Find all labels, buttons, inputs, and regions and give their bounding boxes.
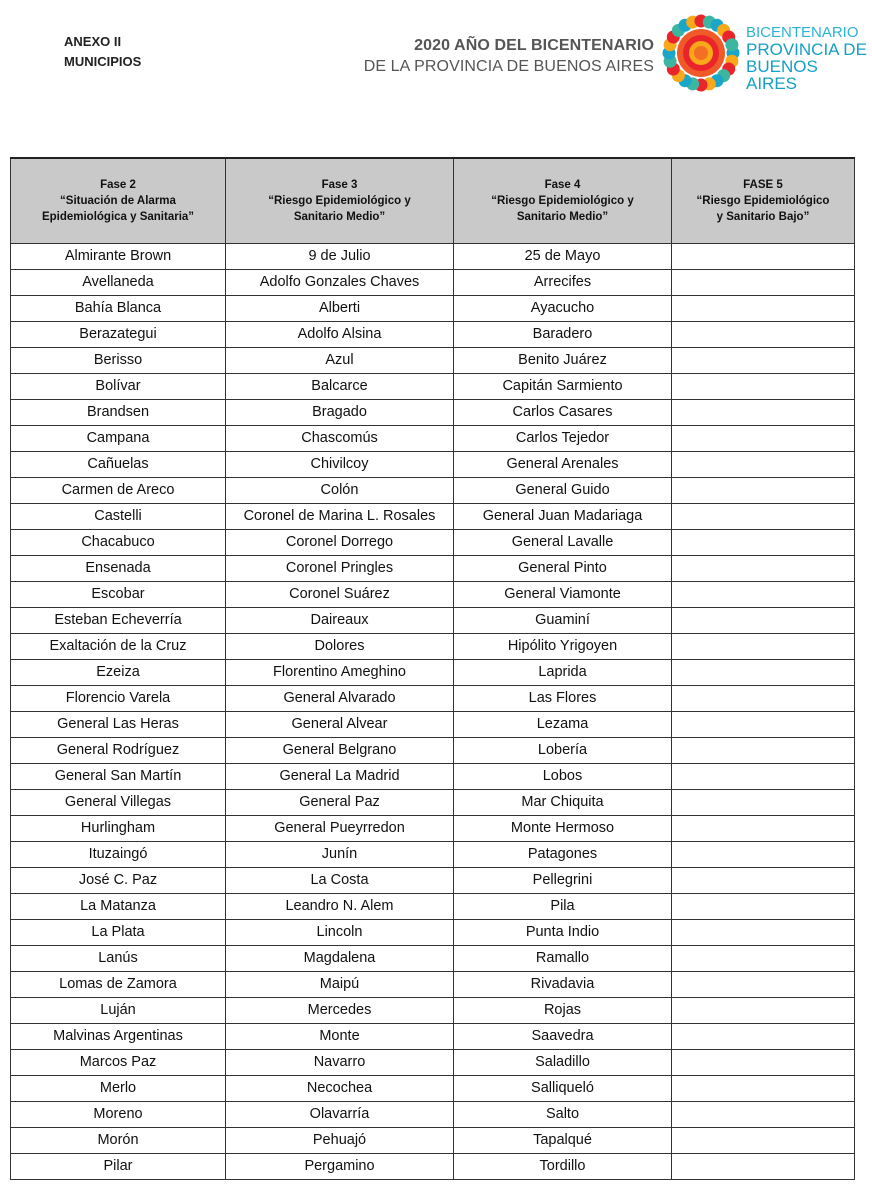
municipio-cell: Salto bbox=[454, 1102, 672, 1128]
municipio-cell: Carlos Casares bbox=[454, 400, 672, 426]
municipio-cell bbox=[672, 972, 855, 998]
table-row bbox=[11, 738, 855, 764]
municipio-cell bbox=[672, 1076, 855, 1102]
municipio-cell bbox=[672, 868, 855, 894]
municipio-cell: General La Madrid bbox=[226, 764, 454, 790]
municipio-cell: General Alvear bbox=[226, 712, 454, 738]
municipio-cell bbox=[672, 842, 855, 868]
municipio-cell: Tordillo bbox=[454, 1154, 672, 1180]
municipio-cell: Lezama bbox=[454, 712, 672, 738]
table-body bbox=[11, 244, 855, 1180]
column-header-line: FASE 5 bbox=[743, 179, 783, 191]
municipio-cell: 9 de Julio bbox=[226, 244, 454, 270]
brand-line-3: BUENOS AIRES bbox=[746, 57, 818, 93]
table-row bbox=[11, 426, 855, 452]
table-row bbox=[11, 1076, 855, 1102]
municipio-cell: Almirante Brown bbox=[11, 244, 226, 270]
municipio-cell: Saladillo bbox=[454, 1050, 672, 1076]
municipio-cell: Lincoln bbox=[226, 920, 454, 946]
municipio-cell: Ezeiza bbox=[11, 660, 226, 686]
municipio-cell bbox=[672, 1102, 855, 1128]
municipio-cell: General Belgrano bbox=[226, 738, 454, 764]
municipio-cell: Chivilcoy bbox=[226, 452, 454, 478]
municipio-cell bbox=[672, 660, 855, 686]
municipio-cell: Lomas de Zamora bbox=[11, 972, 226, 998]
brand-line-1: BICENTENARIO bbox=[746, 24, 859, 41]
municipio-cell: Chacabuco bbox=[11, 530, 226, 556]
bicentenario-sun-logo-icon bbox=[660, 12, 742, 94]
municipio-cell: General Pinto bbox=[454, 556, 672, 582]
municipio-cell: Coronel de Marina L. Rosales bbox=[226, 504, 454, 530]
table-row bbox=[11, 764, 855, 790]
municipio-cell: Pila bbox=[454, 894, 672, 920]
table-row bbox=[11, 634, 855, 660]
municipio-cell: Florentino Ameghino bbox=[226, 660, 454, 686]
banner-line-2: DE LA PROVINCIA DE BUENOS AIRES bbox=[363, 58, 654, 75]
municipio-cell bbox=[672, 608, 855, 634]
municipio-cell: Brandsen bbox=[11, 400, 226, 426]
table-row bbox=[11, 400, 855, 426]
column-header-line: Fase 4 bbox=[544, 179, 581, 191]
municipio-cell: Morón bbox=[11, 1128, 226, 1154]
municipio-cell: Bragado bbox=[226, 400, 454, 426]
table-row bbox=[11, 1154, 855, 1180]
municipio-cell bbox=[672, 400, 855, 426]
municipio-cell: Florencio Varela bbox=[11, 686, 226, 712]
municipio-cell: Berisso bbox=[11, 348, 226, 374]
municipio-cell bbox=[672, 764, 855, 790]
municipio-cell bbox=[672, 686, 855, 712]
municipio-cell bbox=[672, 478, 855, 504]
municipio-cell: Ayacucho bbox=[454, 296, 672, 322]
municipio-cell bbox=[672, 946, 855, 972]
municipio-cell bbox=[672, 374, 855, 400]
column-header-line: Sanitario Medio” bbox=[516, 211, 609, 223]
table-row bbox=[11, 868, 855, 894]
municipio-cell: Exaltación de la Cruz bbox=[11, 634, 226, 660]
municipio-cell: Hurlingham bbox=[11, 816, 226, 842]
municipio-cell bbox=[672, 296, 855, 322]
table-row bbox=[11, 452, 855, 478]
municipio-cell: Las Flores bbox=[454, 686, 672, 712]
municipio-cell: Guaminí bbox=[454, 608, 672, 634]
column-header-5 bbox=[672, 158, 855, 244]
municipio-cell: General Lavalle bbox=[454, 530, 672, 556]
table-header bbox=[11, 158, 855, 244]
municipio-cell: Luján bbox=[11, 998, 226, 1024]
municipio-cell bbox=[672, 920, 855, 946]
municipio-cell bbox=[672, 738, 855, 764]
municipio-cell bbox=[672, 1128, 855, 1154]
table-row bbox=[11, 790, 855, 816]
municipio-cell: Magdalena bbox=[226, 946, 454, 972]
brand-line-2: PROVINCIA DE bbox=[746, 40, 867, 59]
column-header-line: y Sanitario Bajo” bbox=[716, 211, 810, 223]
table-row bbox=[11, 816, 855, 842]
municipio-cell bbox=[672, 244, 855, 270]
municipio-cell: Maipú bbox=[226, 972, 454, 998]
table-row bbox=[11, 582, 855, 608]
municipio-cell: General Alvarado bbox=[226, 686, 454, 712]
municipio-cell bbox=[672, 582, 855, 608]
municipio-cell: Castelli bbox=[11, 504, 226, 530]
municipio-cell: Cañuelas bbox=[11, 452, 226, 478]
municipio-cell: Escobar bbox=[11, 582, 226, 608]
table-row bbox=[11, 946, 855, 972]
municipio-cell: Berazategui bbox=[11, 322, 226, 348]
table-row bbox=[11, 608, 855, 634]
municipio-cell: La Costa bbox=[226, 868, 454, 894]
municipio-cell: Pergamino bbox=[226, 1154, 454, 1180]
municipio-cell: Junín bbox=[226, 842, 454, 868]
municipio-cell: Laprida bbox=[454, 660, 672, 686]
municipio-cell: Salliqueló bbox=[454, 1076, 672, 1102]
municipio-cell: Ramallo bbox=[454, 946, 672, 972]
municipio-cell: Rojas bbox=[454, 998, 672, 1024]
municipio-cell bbox=[672, 894, 855, 920]
municipio-cell: Chascomús bbox=[226, 426, 454, 452]
table-row bbox=[11, 660, 855, 686]
municipio-cell: Coronel Pringles bbox=[226, 556, 454, 582]
municipio-cell: Malvinas Argentinas bbox=[11, 1024, 226, 1050]
table-row bbox=[11, 1128, 855, 1154]
municipio-cell bbox=[672, 998, 855, 1024]
municipios-table bbox=[10, 157, 855, 1180]
municipio-cell bbox=[672, 790, 855, 816]
municipio-cell: Moreno bbox=[11, 1102, 226, 1128]
municipio-cell: Mercedes bbox=[226, 998, 454, 1024]
table-row bbox=[11, 374, 855, 400]
municipio-cell: General Guido bbox=[454, 478, 672, 504]
municipio-cell: Capitán Sarmiento bbox=[454, 374, 672, 400]
municipio-cell: Benito Juárez bbox=[454, 348, 672, 374]
table-row bbox=[11, 920, 855, 946]
municipio-cell: General Juan Madariaga bbox=[454, 504, 672, 530]
municipio-cell: Baradero bbox=[454, 322, 672, 348]
municipio-cell: General Paz bbox=[226, 790, 454, 816]
municipio-cell: Lobos bbox=[454, 764, 672, 790]
municipio-cell: General Rodríguez bbox=[11, 738, 226, 764]
municipio-cell: General San Martín bbox=[11, 764, 226, 790]
municipio-cell: Patagones bbox=[454, 842, 672, 868]
column-header-4 bbox=[454, 158, 672, 244]
table-row bbox=[11, 894, 855, 920]
municipio-cell bbox=[672, 816, 855, 842]
municipio-cell bbox=[672, 530, 855, 556]
municipio-cell: Esteban Echeverría bbox=[11, 608, 226, 634]
municipio-cell: Monte Hermoso bbox=[454, 816, 672, 842]
annex-title: ANEXO II bbox=[64, 34, 122, 49]
table-row bbox=[11, 270, 855, 296]
municipio-cell bbox=[672, 556, 855, 582]
column-header-line: “Riesgo Epidemiológico y bbox=[491, 195, 634, 207]
municipio-cell: Monte bbox=[226, 1024, 454, 1050]
municipio-cell: Rivadavia bbox=[454, 972, 672, 998]
municipio-cell: Pellegrini bbox=[454, 868, 672, 894]
municipio-cell: Carlos Tejedor bbox=[454, 426, 672, 452]
municipio-cell: Necochea bbox=[226, 1076, 454, 1102]
municipio-cell: Colón bbox=[226, 478, 454, 504]
municipio-cell: Mar Chiquita bbox=[454, 790, 672, 816]
municipio-cell: Saavedra bbox=[454, 1024, 672, 1050]
table-row bbox=[11, 1024, 855, 1050]
municipio-cell: Navarro bbox=[226, 1050, 454, 1076]
municipio-cell: La Plata bbox=[11, 920, 226, 946]
municipio-cell bbox=[672, 1154, 855, 1180]
column-header-line: “Riesgo Epidemiológico y bbox=[268, 195, 411, 207]
annex-heading bbox=[64, 32, 141, 72]
municipio-cell bbox=[672, 1050, 855, 1076]
table-row bbox=[11, 972, 855, 998]
municipio-cell: General Pueyrredon bbox=[226, 816, 454, 842]
municipio-cell: Daireaux bbox=[226, 608, 454, 634]
municipio-cell: Carmen de Areco bbox=[11, 478, 226, 504]
municipio-cell: General Villegas bbox=[11, 790, 226, 816]
municipio-cell: Lanús bbox=[11, 946, 226, 972]
table-row bbox=[11, 556, 855, 582]
municipio-cell: Coronel Dorrego bbox=[226, 530, 454, 556]
municipio-cell: Olavarría bbox=[226, 1102, 454, 1128]
municipio-cell bbox=[672, 452, 855, 478]
municipio-cell: Balcarce bbox=[226, 374, 454, 400]
table-row bbox=[11, 478, 855, 504]
municipio-cell: Azul bbox=[226, 348, 454, 374]
table-row bbox=[11, 998, 855, 1024]
column-header-line: “Riesgo Epidemiológico bbox=[696, 195, 830, 207]
provincia-brand bbox=[746, 24, 872, 92]
table-row bbox=[11, 296, 855, 322]
municipio-cell bbox=[672, 348, 855, 374]
column-header-line: Fase 2 bbox=[100, 179, 136, 191]
table-row bbox=[11, 842, 855, 868]
municipio-cell bbox=[672, 270, 855, 296]
municipio-cell: Tapalqué bbox=[454, 1128, 672, 1154]
annex-subtitle: MUNICIPIOS bbox=[64, 54, 142, 69]
bicentenary-banner bbox=[364, 35, 654, 77]
table-row bbox=[11, 1102, 855, 1128]
municipio-cell bbox=[672, 634, 855, 660]
column-header-line: Fase 3 bbox=[321, 179, 358, 191]
table-row bbox=[11, 712, 855, 738]
municipio-cell bbox=[672, 426, 855, 452]
municipio-cell: Pehuajó bbox=[226, 1128, 454, 1154]
table-row bbox=[11, 322, 855, 348]
column-header-3 bbox=[226, 158, 454, 244]
table-row bbox=[11, 504, 855, 530]
table-row bbox=[11, 348, 855, 374]
municipio-cell: Ituzaingó bbox=[11, 842, 226, 868]
municipio-cell: Adolfo Gonzales Chaves bbox=[226, 270, 454, 296]
municipio-cell bbox=[672, 322, 855, 348]
municipio-cell: Bolívar bbox=[11, 374, 226, 400]
municipio-cell: Dolores bbox=[226, 634, 454, 660]
municipio-cell: José C. Paz bbox=[11, 868, 226, 894]
municipio-cell: Punta Indio bbox=[454, 920, 672, 946]
municipio-cell: Ensenada bbox=[11, 556, 226, 582]
column-header-2 bbox=[11, 158, 226, 244]
municipio-cell: Lobería bbox=[454, 738, 672, 764]
municipio-cell: Avellaneda bbox=[11, 270, 226, 296]
municipio-cell: Pilar bbox=[11, 1154, 226, 1180]
table-row bbox=[11, 1050, 855, 1076]
table-row bbox=[11, 686, 855, 712]
municipio-cell: La Matanza bbox=[11, 894, 226, 920]
column-header-line: Sanitario Medio” bbox=[293, 211, 386, 223]
municipio-cell: Adolfo Alsina bbox=[226, 322, 454, 348]
municipio-cell: Marcos Paz bbox=[11, 1050, 226, 1076]
table-row bbox=[11, 244, 855, 270]
table-row bbox=[11, 530, 855, 556]
municipio-cell: Alberti bbox=[226, 296, 454, 322]
municipio-cell: Campana bbox=[11, 426, 226, 452]
municipio-cell: 25 de Mayo bbox=[454, 244, 672, 270]
banner-line-1: 2020 AÑO DEL BICENTENARIO bbox=[414, 37, 654, 54]
column-header-line: Epidemiológica y Sanitaria” bbox=[41, 211, 195, 223]
column-header-line: “Situación de Alarma bbox=[60, 195, 176, 207]
municipio-cell: Coronel Suárez bbox=[226, 582, 454, 608]
municipio-cell: General Viamonte bbox=[454, 582, 672, 608]
municipio-cell: Bahía Blanca bbox=[11, 296, 226, 322]
municipio-cell bbox=[672, 504, 855, 530]
municipio-cell: General Arenales bbox=[454, 452, 672, 478]
municipio-cell: General Las Heras bbox=[11, 712, 226, 738]
municipio-cell: Merlo bbox=[11, 1076, 226, 1102]
municipio-cell: Arrecifes bbox=[454, 270, 672, 296]
municipio-cell bbox=[672, 712, 855, 738]
municipio-cell: Hipólito Yrigoyen bbox=[454, 634, 672, 660]
municipio-cell: Leandro N. Alem bbox=[226, 894, 454, 920]
municipio-cell bbox=[672, 1024, 855, 1050]
